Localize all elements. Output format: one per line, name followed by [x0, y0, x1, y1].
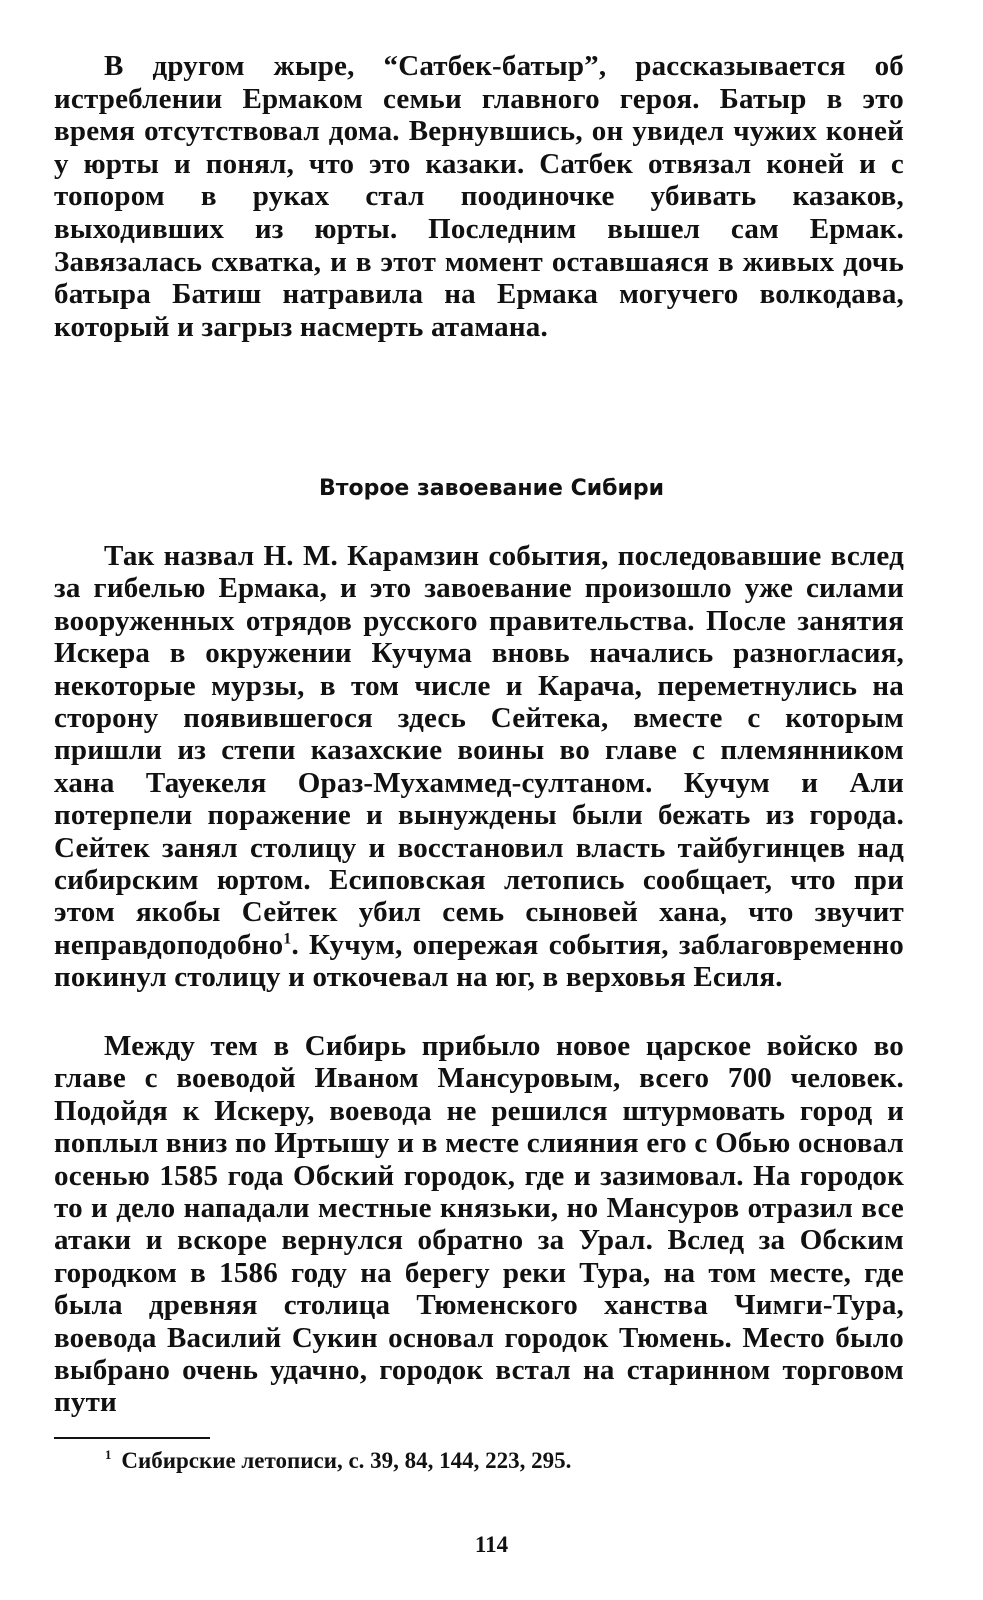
footnote-text: Сибирские летописи, с. 39, 84, 144, 223, 295.	[121, 1448, 572, 1473]
page-number: 114	[474, 1532, 509, 1557]
paragraph-mansurov-troops: Между тем в Сибирь прибыло новое царское войско во главе с воеводой Иваном Мансуровым, всего 700 человек. Подойдя к Искеру, воевода не решился штурмовать город и поплыл вниз по Иртышу и в месте слияния его с Обью основал осенью 1585 года Обский городок, где и зазимовал. На городок то и дело нападали местные князьки, но Мансуров отразил все атаки и вскоре вернулся обратно за Урал. Вслед за Обским городком в 1586 году на берегу реки Тура, на том месте, где была древняя столица Тюменского ханства Чимги-Тура, воевода Василий Сукин основал городок Тюмень. Место было выбрано очень удачно, городок встал на старинном торговом пути	[54, 1030, 904, 1419]
paragraph-second-conquest	[54, 540, 904, 994]
footnote-divider	[54, 1437, 210, 1439]
footnote	[105, 1448, 571, 1474]
section-heading: Второе завоевание Сибири	[318, 476, 665, 501]
footnote-reference: 1	[283, 930, 292, 948]
paragraph-satbek-batyr: В другом жыре, “Сатбек-батыр”, рассказывается об истреблении Ермаком семьи главного героя. Батыр в это время отсутствовал дома. Вернувшись, он увидел чужих коней у юрты и понял, что это казаки. Сатбек отвязал коней и с топором в руках стал поодиночке убивать казаков, выходивших из юрты. Последним вышел сам Ермак. Завязалась схватка, и в этот момент оставшаяся в живых дочь батыра Батиш натравила на Ермака могучего волкодава, который и загрыз насмерть атамана.	[54, 50, 904, 343]
paragraph-text-part: . Кучум, опережая события, заблаговременно покинул столицу и откочевал на юг, в верховья Есиля.	[54, 928, 904, 994]
footnote-mark: 1	[105, 1448, 112, 1463]
paragraph-text-part: Так назвал Н. М. Карамзин события, последовавшие вслед за гибелью Ермака, и это завоевание произошло уже силами вооруженных отрядов русского правительства. После занятия Искера в окружении Кучума вновь начались разногласия, некоторые мурзы, в том числе и Карача, переметнулись на сторону появившегося здесь Сейтека, вместе с которым пришли из степи казахские воины во главе с племянником хана Тауекеля Ораз-Мухаммед-султаном. Кучум и Али потерпели поражение и вынуждены были бежать из города. Сейтек занял столицу и восстановил власть тайбугинцев над сибирским юртом. Есиповская летопись сообщает, что при этом якобы Сейтек убил семь сыновей хана, что звучит неправдоподобно	[54, 540, 904, 961]
